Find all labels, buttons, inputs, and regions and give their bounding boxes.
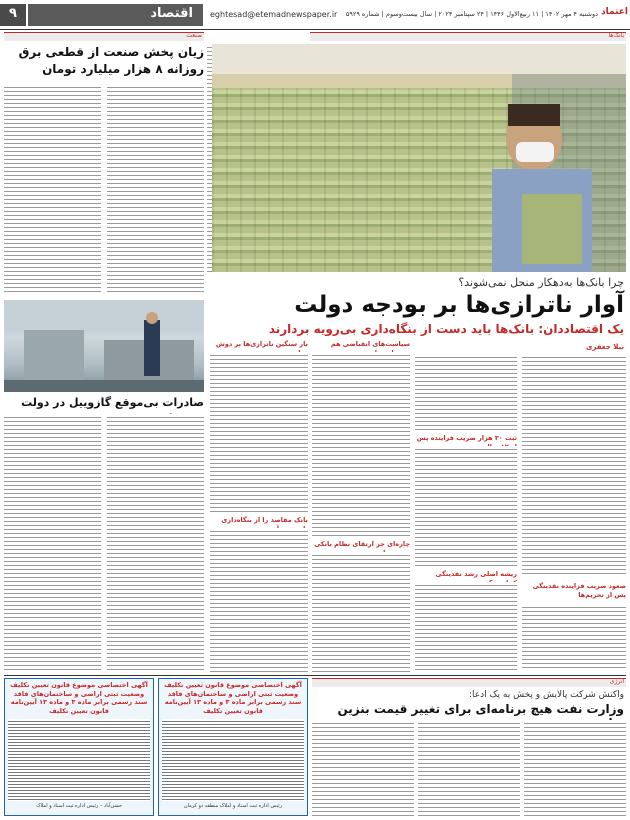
subhead-4: چاره‌ای جز ارتقای نظام بانکی: [314, 540, 410, 548]
gasoil-body-col-2: [107, 414, 204, 670]
gasoil-body-col-1: [4, 414, 101, 670]
legal-ad-1-title: آگهی اختصاصی موضوع قانون تعیین تکلیف وضعیت ثبتی اراضی و ساختمان‌های فاقد سند رسمی برابر ماده ۳ و ماده ۱۳ آیین‌نامه قانون تعیین تکلیف: [10, 681, 148, 715]
oil-overline: واکنش شرکت پالایش و پخش به یک ادعا:: [468, 690, 624, 700]
subhead-3: بانک مقاصد را از بنگاه‌داری: [221, 516, 308, 524]
main-headline: آوار ناترازی‌ها بر بودجه دولت: [294, 292, 624, 318]
section-label: اقتصاد: [150, 6, 193, 21]
main-body-col-4: [210, 340, 308, 672]
brand-logo: اعتماد: [601, 7, 628, 17]
page-number: ۹: [9, 6, 17, 21]
oil-body-col-1: [524, 720, 626, 816]
main-body-col-3: [312, 340, 410, 672]
electricity-body-col-2: [107, 84, 204, 292]
bottom-band-rule: [4, 675, 626, 676]
subhead-7: صعود ضریب فزاینده نقدینگی پس از تحریم‌ها: [532, 582, 626, 599]
legal-ad-1: [4, 678, 154, 816]
main-subhead: یک اقتصاددان: بانک‌ها باید دست از بنگاه‌داری بی‌رویه بردارند: [268, 322, 624, 336]
masthead-email: eghtesad@etemadnewspaper.ir: [210, 10, 338, 19]
legal-ad-1-footer: حسن‌آباد – رئیس اداره ثبت اسناد و املاک: [36, 803, 122, 809]
main-body-col-2: [415, 354, 517, 672]
masthead-bar: [0, 0, 630, 30]
factory-photo-figure: [4, 300, 204, 392]
main-body-col-1: [522, 354, 626, 672]
legal-ad-2-title: آگهی اختصاصی موضوع قانون تعیین تکلیف وضعیت ثبتی اراضی و ساختمان‌های فاقد سند رسمی برابر ماده ۳ و ماده ۱۳ آیین‌نامه قانون تعیین تکلیف: [164, 681, 302, 715]
masthead-date-line: دوشنبه ۴ مهر ۱۴۰۲ | ۱۱ ربیع‌الاول ۱۴۴۶ | ۲۴ سپتامبر ۲۰۲۴ | سال بیست‌وسوم | شماره ۵۹۲۹: [345, 10, 598, 18]
subhead-5: ثبت ۳۰ هزار ضریب فزاینده پس: [416, 434, 517, 442]
subhead-2: بار سنگین ناترازی‌ها بر دوش: [215, 340, 308, 348]
kicker-label: صنعت: [186, 32, 202, 39]
subhead-6: ریشه اصلی رشد نقدینگی: [435, 570, 517, 578]
electricity-body-col-1: [4, 84, 101, 292]
factory-photo: [4, 300, 204, 392]
legal-ad-2-footer: رئیس اداره ثبت اسناد و املاک منطقه دو کرمان: [183, 803, 283, 809]
banknotes-photo: [212, 44, 626, 272]
legal-ad-1-body: [8, 719, 150, 801]
oil-body-col-2: [418, 720, 520, 816]
electricity-headline: زیان پخش صنعت از قطعی برق روزانه ۸ هزار میلیارد تومان: [18, 45, 204, 76]
gasoil-headline: صادرات بی‌موقع گازوییل در دولت: [21, 396, 204, 409]
oil-kicker-label: انرژی: [609, 678, 624, 685]
right-kicker-label: بانک‌ها: [608, 32, 624, 39]
subhead-1: سیاست‌های انقباضی هم: [330, 340, 410, 348]
oil-body-col-3: [312, 720, 414, 816]
masthead-rule: [0, 29, 630, 30]
legal-ad-2: [158, 678, 308, 816]
main-overline: چرا بانک‌ها به‌دهکار منحل نمی‌شوند؟: [458, 276, 624, 289]
oil-headline: وزارت نفت هیچ برنامه‌ای برای تغییر قیمت بنزین: [337, 702, 624, 716]
banknotes-photo-figure: [212, 44, 626, 272]
legal-ad-2-body: [162, 719, 304, 801]
main-byline: نیلا جعفری: [585, 343, 624, 351]
